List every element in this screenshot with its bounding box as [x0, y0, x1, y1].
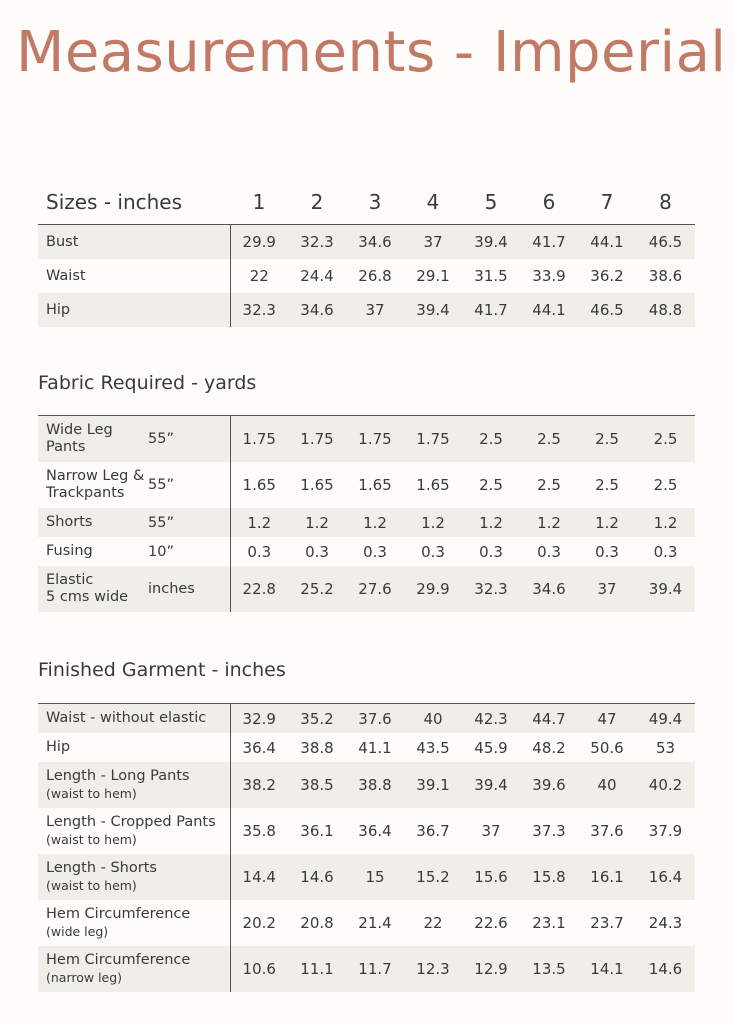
- cell-value: 40.2: [648, 776, 683, 794]
- cell-value: 16.1: [590, 868, 624, 886]
- cell-value: 21.4: [358, 914, 392, 932]
- row-label-line2: Trackpants: [46, 485, 125, 501]
- cell-value: 37: [597, 580, 617, 598]
- row-label: [38, 733, 230, 762]
- cell-value: 37.6: [346, 704, 404, 734]
- row-label: [38, 854, 230, 900]
- table-row: [38, 704, 695, 734]
- cell-value: 14.6: [648, 960, 683, 978]
- cell-value: 44.7: [520, 704, 578, 734]
- cell-value: 2.5: [479, 476, 503, 494]
- cell-value: 38.8: [358, 776, 392, 794]
- cell-value: 32.3: [474, 580, 508, 598]
- cell-value: 20.8: [300, 914, 334, 932]
- row-label: Hip: [38, 293, 230, 327]
- cell-value: 1.75: [288, 416, 346, 463]
- size-label: 1: [230, 180, 288, 225]
- cell-value: 39.4: [474, 776, 508, 794]
- table-row: [38, 462, 695, 508]
- cell-value: 50.6: [590, 738, 624, 757]
- table-row: [38, 854, 695, 900]
- cell-value: 22.6: [474, 914, 508, 932]
- cell-value: 0.3: [653, 542, 678, 561]
- cell-value: 39.4: [474, 233, 508, 251]
- size-label: 7: [578, 180, 636, 225]
- cell-value: 2.5: [595, 476, 619, 494]
- cell-value: 44.1: [590, 233, 624, 251]
- cell-value: 29.1: [416, 267, 450, 285]
- cell-value: 39.1: [416, 776, 450, 794]
- cell-value: 20.2: [242, 914, 276, 932]
- cell-value: 0.3: [479, 542, 503, 561]
- cell-value: 24.4: [300, 267, 334, 285]
- cell-value: 1.2: [653, 513, 678, 532]
- row-label-sub: (waist to hem): [46, 786, 137, 801]
- cell-value: 36.1: [300, 822, 334, 840]
- cell-value: 24.3: [648, 914, 683, 932]
- cell-value: 42.3: [462, 704, 520, 734]
- size-label: 6: [520, 180, 578, 225]
- cell-value: 15.2: [416, 868, 450, 886]
- table-row: [38, 259, 695, 293]
- row-label-line2: 5 cms wide: [46, 589, 129, 605]
- row-label: [38, 462, 148, 508]
- row-unit: inches: [148, 566, 230, 612]
- cell-value: 1.2: [421, 513, 445, 532]
- cell-value: 37: [423, 233, 443, 251]
- row-label-main: Length - Long Pants: [46, 768, 190, 784]
- cell-value: 15.6: [474, 868, 508, 886]
- cell-value: 16.4: [648, 868, 683, 886]
- cell-value: 41.1: [358, 738, 392, 757]
- cell-value: 22: [423, 914, 443, 932]
- table-row: [38, 225, 695, 260]
- size-label: 2: [288, 180, 346, 225]
- cell-value: 1.2: [595, 513, 619, 532]
- cell-value: 46.5: [590, 301, 624, 319]
- row-label-main: Length - Cropped Pants: [46, 814, 216, 830]
- row-unit: 55”: [148, 508, 230, 537]
- cell-value: 1.2: [305, 513, 329, 532]
- cell-value: 38.8: [300, 738, 334, 757]
- cell-value: 2.5: [653, 476, 678, 494]
- row-unit: 55”: [148, 416, 230, 463]
- cell-value: 34.6: [358, 233, 392, 251]
- row-label-line2: Pants: [46, 439, 86, 455]
- row-label: [38, 537, 148, 566]
- cell-value: 12.9: [474, 960, 508, 978]
- cell-value: 0.3: [247, 542, 272, 561]
- cell-value: 39.4: [648, 580, 683, 598]
- cell-value: 53: [655, 738, 676, 757]
- row-label-sub: (waist to hem): [46, 878, 137, 893]
- cell-value: 36.2: [590, 267, 624, 285]
- row-label-line1: Elastic: [46, 572, 94, 588]
- cell-value: 37: [365, 301, 385, 319]
- row-label-line1: Narrow Leg &: [46, 468, 145, 484]
- cell-value: 1.75: [404, 416, 462, 463]
- cell-value: 38.5: [300, 776, 334, 794]
- row-label-line1: Fusing: [46, 543, 93, 559]
- cell-value: 26.8: [358, 267, 392, 285]
- row-label: [38, 416, 148, 463]
- cell-value: 32.9: [230, 704, 288, 734]
- cell-value: 11.7: [358, 960, 392, 978]
- cell-value: 1.75: [230, 416, 288, 463]
- cell-value: 25.2: [300, 580, 334, 598]
- cell-value: 15.8: [532, 868, 566, 886]
- row-label-sub: (waist to hem): [46, 832, 137, 847]
- row-label-line1: Shorts: [46, 514, 93, 530]
- cell-value: 14.1: [590, 960, 624, 978]
- cell-value: 39.6: [532, 776, 566, 794]
- cell-value: 41.7: [532, 233, 566, 251]
- cell-value: 34.6: [532, 580, 566, 598]
- cell-value: 2.5: [462, 416, 520, 463]
- cell-value: 15: [365, 868, 385, 886]
- cell-value: 38.2: [242, 776, 276, 794]
- row-label-main: Hip: [46, 739, 71, 755]
- cell-value: 33.9: [532, 267, 566, 285]
- sizes-header-label: Sizes - inches: [38, 180, 230, 225]
- table-row: [38, 900, 695, 946]
- cell-value: 32.3: [300, 233, 334, 251]
- row-label: [38, 704, 230, 734]
- row-label: Waist: [38, 259, 230, 293]
- page-title: Measurements - Imperial: [16, 20, 727, 85]
- table-row: [38, 537, 695, 566]
- cell-value: 48.2: [532, 738, 566, 757]
- table-row: [38, 566, 695, 612]
- row-label: [38, 762, 230, 808]
- table-row: [38, 416, 695, 463]
- cell-value: 0.3: [363, 542, 387, 561]
- cell-value: 45.9: [474, 738, 508, 757]
- cell-value: 27.6: [358, 580, 392, 598]
- cell-value: 35.2: [288, 704, 346, 734]
- cell-value: 37.6: [590, 822, 624, 840]
- size-label: 3: [346, 180, 404, 225]
- row-label-main: Waist - without elastic: [46, 710, 207, 726]
- cell-value: 32.3: [242, 301, 276, 319]
- row-label: Bust: [38, 225, 230, 260]
- row-label-sub: (wide leg): [46, 924, 109, 939]
- cell-value: 1.2: [479, 513, 503, 532]
- cell-value: 40: [404, 704, 462, 734]
- cell-value: 13.5: [532, 960, 566, 978]
- cell-value: 29.9: [242, 233, 276, 251]
- row-label-main: Hem Circumference: [46, 906, 191, 922]
- table-row: [38, 508, 695, 537]
- cell-value: 37: [481, 822, 501, 840]
- cell-value: 23.7: [590, 914, 624, 932]
- cell-value: 35.8: [242, 822, 276, 840]
- cell-value: 31.5: [474, 267, 508, 285]
- cell-value: 37.9: [648, 822, 683, 840]
- row-label: [38, 900, 230, 946]
- cell-value: 1.2: [247, 513, 272, 532]
- cell-value: 1.2: [537, 513, 561, 532]
- table-row: [38, 808, 695, 854]
- cell-value: 47: [578, 704, 636, 734]
- table-row: [38, 293, 695, 327]
- cell-value: 11.1: [300, 960, 334, 978]
- row-label: [38, 566, 148, 612]
- cell-value: 36.7: [416, 822, 450, 840]
- table-row: [38, 733, 695, 762]
- cell-value: 39.4: [416, 301, 450, 319]
- cell-value: 37.3: [532, 822, 566, 840]
- cell-value: 1.65: [416, 476, 450, 494]
- cell-value: 2.5: [537, 476, 561, 494]
- cell-value: 2.5: [520, 416, 578, 463]
- cell-value: 29.9: [416, 580, 450, 598]
- cell-value: 23.1: [532, 914, 566, 932]
- row-label-line1: Wide Leg: [46, 422, 113, 438]
- size-label: 8: [636, 180, 695, 225]
- cell-value: 0.3: [537, 542, 561, 561]
- cell-value: 10.6: [242, 960, 276, 978]
- cell-value: 1.65: [358, 476, 392, 494]
- cell-value: 49.4: [636, 704, 695, 734]
- cell-value: 1.65: [242, 476, 276, 494]
- cell-value: 22: [249, 267, 269, 285]
- cell-value: 1.65: [300, 476, 334, 494]
- cell-value: 12.3: [416, 960, 450, 978]
- cell-value: 38.6: [648, 267, 683, 285]
- row-label-sub: (narrow leg): [46, 970, 123, 985]
- cell-value: 41.7: [474, 301, 508, 319]
- finished-heading: Finished Garment - inches: [38, 659, 286, 681]
- cell-value: 2.5: [578, 416, 636, 463]
- cell-value: 1.75: [346, 416, 404, 463]
- table-row: [38, 946, 695, 992]
- row-label-main: Length - Shorts: [46, 860, 157, 876]
- cell-value: 36.4: [358, 822, 392, 840]
- cell-value: 14.4: [242, 868, 276, 886]
- cell-value: 43.5: [416, 738, 450, 757]
- row-label-main: Hem Circumference: [46, 952, 191, 968]
- cell-value: 40: [597, 776, 617, 794]
- cell-value: 0.3: [595, 542, 619, 561]
- cell-value: 0.3: [305, 542, 329, 561]
- table-row: [38, 762, 695, 808]
- cell-value: 48.8: [648, 301, 683, 319]
- sizes-table: [38, 180, 695, 327]
- cell-value: 22.8: [242, 580, 276, 598]
- cell-value: 1.2: [363, 513, 387, 532]
- cell-value: 46.5: [648, 233, 683, 251]
- size-label: 5: [462, 180, 520, 225]
- row-label: [38, 508, 148, 537]
- row-unit: 55”: [148, 462, 230, 508]
- row-label: [38, 808, 230, 854]
- cell-value: 14.6: [300, 868, 334, 886]
- size-label: 4: [404, 180, 462, 225]
- finished-table: [38, 703, 695, 992]
- row-label: [38, 946, 230, 992]
- cell-value: 2.5: [636, 416, 695, 463]
- fabric-heading: Fabric Required - yards: [38, 372, 257, 394]
- cell-value: 34.6: [300, 301, 334, 319]
- fabric-table: [38, 415, 695, 612]
- cell-value: 0.3: [421, 542, 445, 561]
- cell-value: 36.4: [242, 738, 276, 757]
- row-unit: 10”: [148, 537, 230, 566]
- cell-value: 44.1: [532, 301, 566, 319]
